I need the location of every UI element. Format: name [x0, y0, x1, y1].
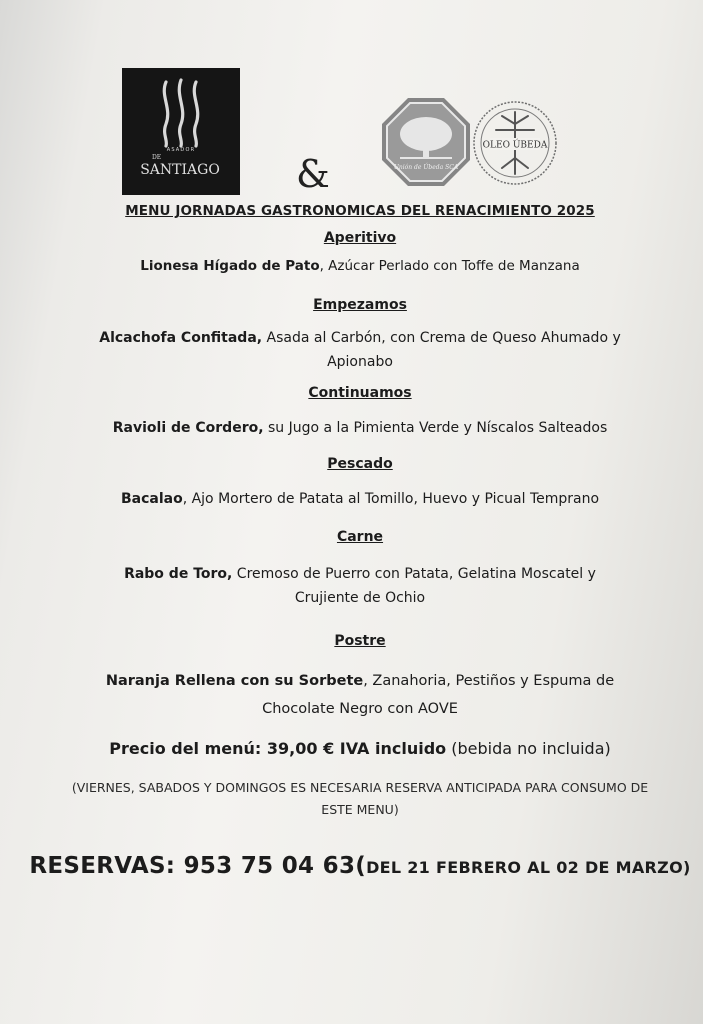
dish-carne	[40, 562, 680, 610]
logo-name-text: SANTIAGO	[140, 162, 220, 178]
dish-description: , Zanahoria, Pestiños y Espuma de	[363, 673, 615, 689]
menu-price	[40, 739, 680, 758]
dish-description-line2: Crujiente de Ochio	[294, 590, 426, 606]
dish-description: Asada al Carbón, con Crema de Queso Ahumado y	[262, 330, 621, 346]
section-heading-postre: Postre	[334, 633, 386, 649]
dish-name: Alcachofa Confitada,	[99, 330, 263, 346]
dish-aperitivo	[40, 254, 680, 278]
price-note: (bebida no incluida)	[446, 739, 611, 758]
dish-description: Cremoso de Puerro con Patata, Gelatina Moscatel y	[232, 566, 596, 582]
dish-description: su Jugo a la Pimienta Verde y Níscalos Salteados	[263, 420, 608, 436]
section-heading-aperitivo: Aperitivo	[323, 230, 397, 246]
logo-small-text: DE	[152, 154, 162, 161]
dish-postre	[40, 667, 680, 723]
dish-empezamos	[40, 326, 680, 374]
dish-name: Naranja Rellena con su Sorbete	[105, 673, 364, 689]
dish-description: , Azúcar Perlado con Toffe de Manzana	[319, 258, 580, 274]
dish-name: Lionesa Hígado de Pato	[140, 258, 320, 274]
dish-description-line2: Apionabo	[327, 354, 393, 370]
section-heading-pescado: Pescado	[327, 456, 393, 472]
dish-name: Rabo de Toro,	[124, 566, 233, 582]
reservations-phone: RESERVAS: 953 75 04 63(	[29, 853, 367, 879]
section-heading-carne: Carne	[336, 529, 384, 545]
menu-title: MENU JORNADAS GASTRONOMICAS DEL RENACIMIENTO 2025	[125, 203, 595, 219]
note-line1: (VIERNES, SABADOS Y DOMINGOS ES NECESARIA RESERVA ANTICIPADA PARA CONSUMO DE	[71, 780, 649, 795]
section-heading-continuamos: Continuamos	[308, 385, 412, 401]
dish-description: , Ajo Mortero de Patata al Tomillo, Huevo y Picual Temprano	[182, 491, 600, 507]
octagon-text: Unión de Úbeda SCA	[393, 164, 459, 171]
union-ubeda-logo	[380, 96, 472, 188]
asador-santiago-logo	[122, 68, 240, 195]
reservations-dates: DEL 21 FEBRERO AL 02 DE MARZO)	[366, 858, 691, 877]
note-line2: ESTE MENU)	[321, 802, 399, 817]
reservation-note	[20, 777, 700, 821]
logo-top-text: ASADOR	[166, 147, 196, 153]
dish-continuamos	[40, 416, 680, 440]
reservations-line	[20, 853, 700, 879]
section-heading-empezamos: Empezamos	[313, 297, 407, 313]
ampersand: &	[296, 152, 330, 196]
oleo-seal-logo	[472, 100, 558, 186]
dish-name: Bacalao	[120, 491, 183, 507]
seal-text: OLEO ÚBEDA	[482, 140, 548, 151]
dish-pescado	[40, 487, 680, 511]
dish-name: Ravioli de Cordero,	[112, 420, 264, 436]
dish-description-line2: Chocolate Negro con AOVE	[262, 701, 458, 717]
price-value: Precio del menú: 39,00 € IVA incluido	[109, 739, 447, 758]
